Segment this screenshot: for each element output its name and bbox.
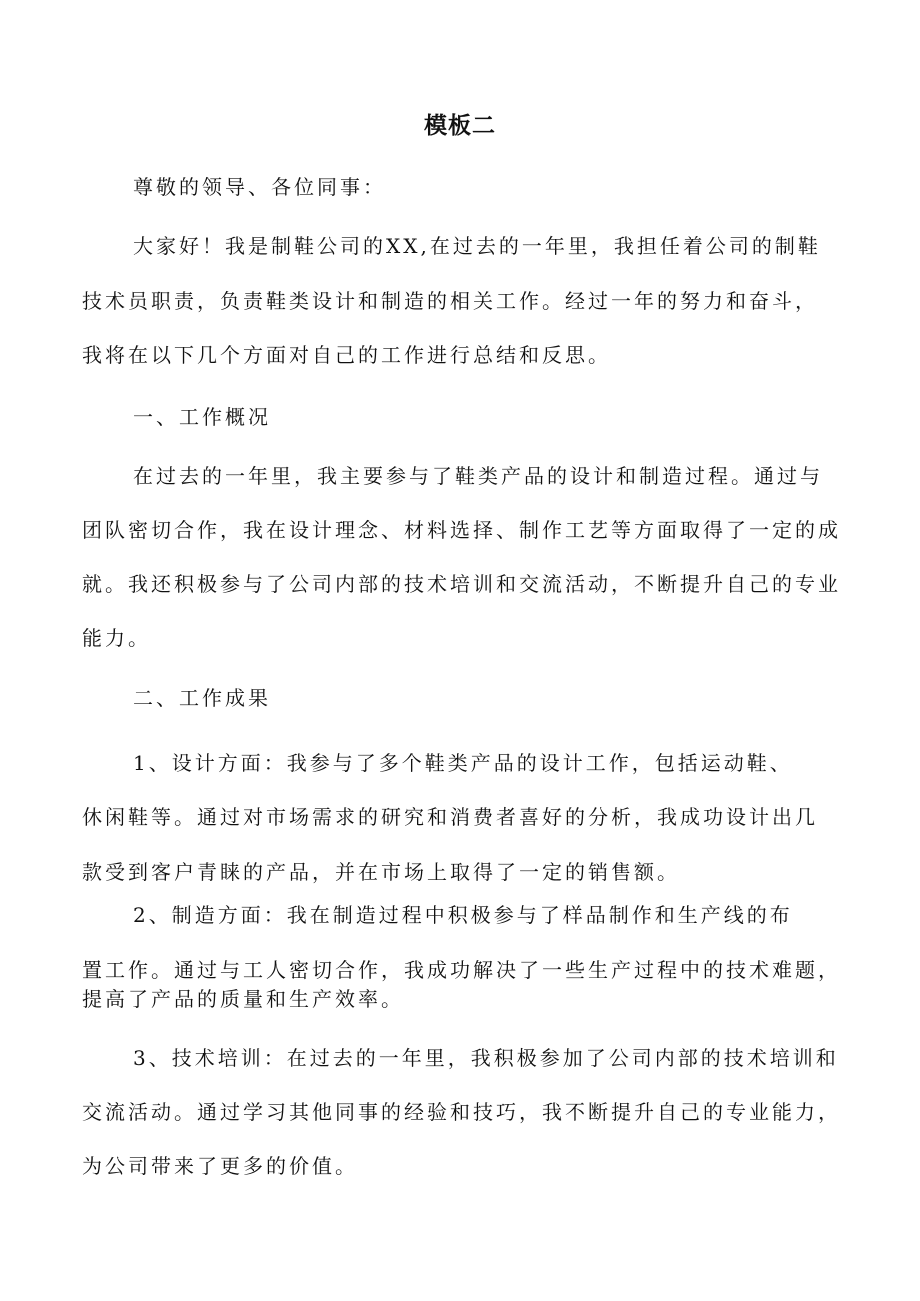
item-3-line-2: 交流活动。通过学习其他同事的经验和技巧，我不断提升自己的专业能力，	[82, 1100, 841, 1124]
item-1-line-1: 1、设计方面：我参与了多个鞋类产品的设计工作，包括运动鞋、	[133, 751, 793, 775]
section-1-line-4: 能力。	[82, 626, 151, 650]
item-1-line-3: 款受到客户青睐的产品，并在市场上取得了一定的销售额。	[82, 860, 680, 884]
intro-line-2: 技术员职责，负责鞋类设计和制造的相关工作。经过一年的努力和奋斗，	[82, 289, 818, 313]
section-1-heading: 一、工作概况	[133, 405, 271, 429]
section-1-line-2: 团队密切合作，我在设计理念、材料选择、制作工艺等方面取得了一定的成	[82, 518, 841, 542]
page-title: 模板二	[424, 113, 496, 139]
item-2-line-3: 提高了产品的质量和生产效率。	[82, 987, 404, 1011]
intro-line-3: 我将在以下几个方面对自己的工作进行总结和反思。	[82, 343, 611, 367]
item-2-line-2: 置工作。通过与工人密切合作，我成功解决了一些生产过程中的技术难题，	[82, 958, 841, 982]
intro-line-1: 大家好！我是制鞋公司的XX,在过去的一年里，我担任着公司的制鞋	[133, 234, 821, 258]
section-1-line-3: 就。我还积极参与了公司内部的技术培训和交流活动，不断提升自己的专业	[82, 572, 841, 596]
item-3-line-3: 为公司带来了更多的价值。	[82, 1154, 358, 1178]
salutation: 尊敬的领导、各位同事：	[133, 175, 386, 199]
section-2-heading: 二、工作成果	[133, 686, 271, 710]
item-1-line-2: 休闲鞋等。通过对市场需求的研究和消费者喜好的分析，我成功设计出几	[82, 805, 818, 829]
section-1-line-1: 在过去的一年里，我主要参与了鞋类产品的设计和制造过程。通过与	[133, 464, 823, 488]
item-3-line-1: 3、技术培训：在过去的一年里，我积极参加了公司内部的技术培训和	[133, 1046, 839, 1070]
item-2-line-1: 2、制造方面：我在制造过程中积极参与了样品制作和生产线的布	[133, 903, 793, 927]
